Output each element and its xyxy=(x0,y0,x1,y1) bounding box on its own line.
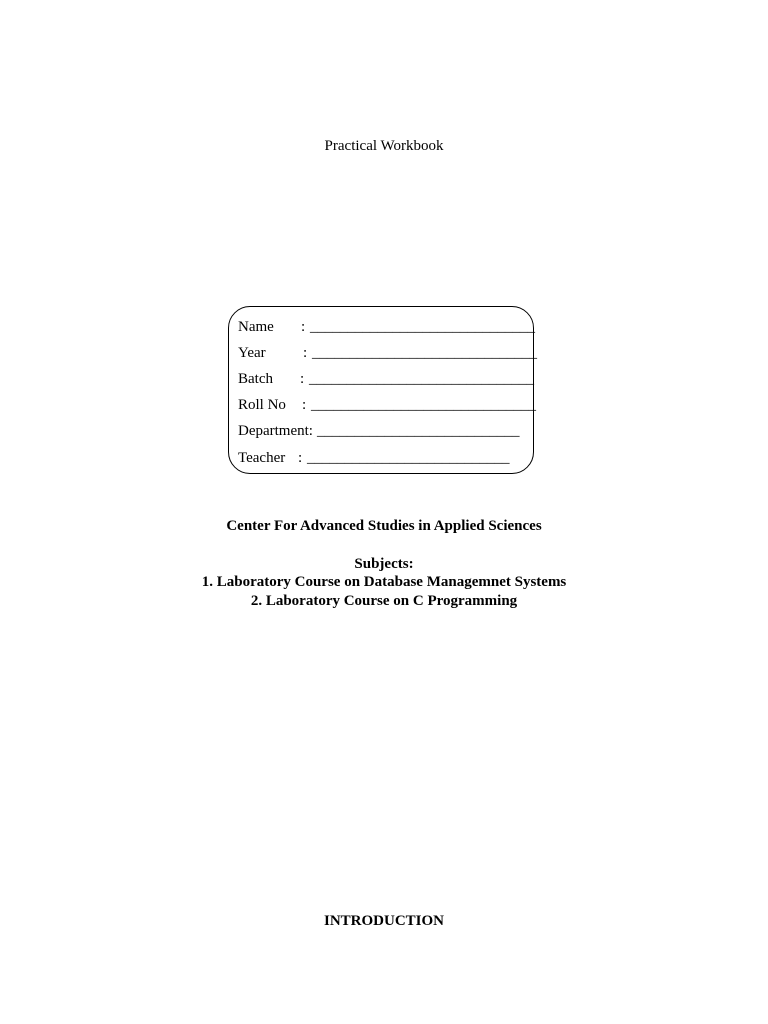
subjects-heading: Subjects: xyxy=(354,556,414,572)
year-blank: ______________________________ xyxy=(312,345,537,361)
introduction-heading: INTRODUCTION xyxy=(323,913,444,929)
batch-label: Batch xyxy=(238,371,273,387)
form-row-batch xyxy=(238,371,534,388)
name-colon: : xyxy=(301,319,306,335)
department-blank: ___________________________ xyxy=(317,423,520,439)
year-label: Year xyxy=(238,345,266,361)
teacher-colon: : xyxy=(298,450,303,466)
teacher-blank: ___________________________ xyxy=(307,450,510,466)
year-colon: : xyxy=(303,345,308,361)
batch-blank: ______________________________ xyxy=(309,371,534,387)
form-row-roll-no xyxy=(238,397,536,414)
roll-no-label: Roll No xyxy=(238,397,286,413)
form-row-name xyxy=(238,319,535,336)
student-info-box xyxy=(228,306,537,474)
name-label: Name xyxy=(238,319,274,335)
roll-no-colon: : xyxy=(302,397,307,413)
form-row-department xyxy=(238,423,520,440)
department-label: Department: xyxy=(238,423,313,439)
form-row-year xyxy=(238,345,537,362)
teacher-label: Teacher xyxy=(238,450,286,466)
batch-colon: : xyxy=(300,371,305,387)
roll-no-blank: ______________________________ xyxy=(311,397,536,413)
institution-name: Center For Advanced Studies in Applied Sciences xyxy=(226,518,542,534)
subject-item-2: 2. Laboratory Course on C Programming xyxy=(250,593,518,609)
page-title: Practical Workbook xyxy=(324,138,444,154)
name-blank: ______________________________ xyxy=(310,319,535,335)
form-row-teacher xyxy=(238,450,510,467)
subject-item-1: 1. Laboratory Course on Database Managemnet Systems xyxy=(201,574,567,590)
